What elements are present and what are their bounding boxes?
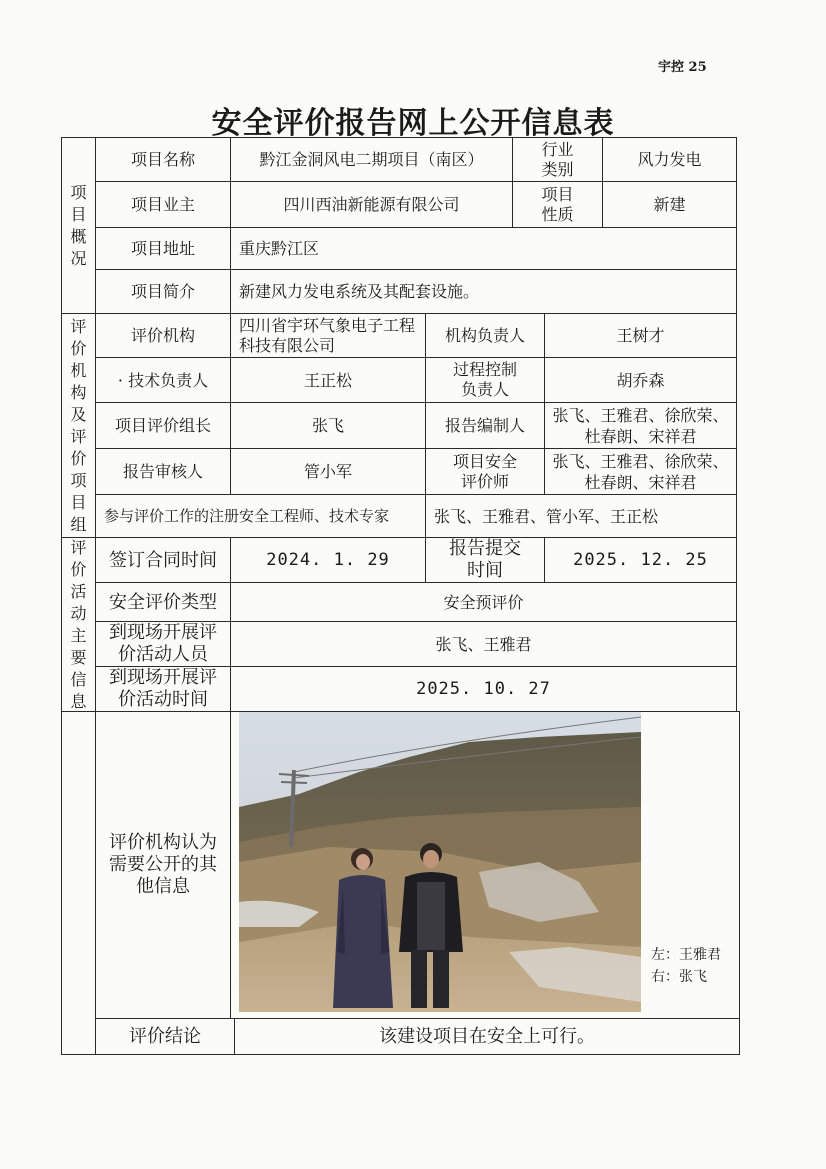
engineers-value: 张飞、王雅君、管小军、王正松 [425,494,737,538]
section-char: 评 [70,316,87,336]
page-code: 宇控 25 [658,60,707,75]
tech-head-value: 王正松 [230,357,426,403]
report-writer-value: 张飞、王雅君、徐欣荣、杜春朗、宋祥君 [544,402,737,449]
project-name-value: 黔江金洞风电二期项目（南区） [230,137,513,182]
section-char: 构 [70,382,87,402]
eval-type-value: 安全预评价 [230,582,737,622]
project-address-value: 重庆黔江区 [230,227,737,270]
other-info-cell [230,711,740,1019]
tech-head-label: · 技术负责人 [95,357,231,403]
report-reviewer-label: 报告审核人 [95,448,231,495]
contract-time-value: 2024. 1. 29 [230,537,426,583]
section-char: 评 [70,426,87,446]
section-char: 机 [70,360,87,380]
process-control-value: 胡乔森 [544,357,737,403]
section-char: 主 [70,625,87,645]
section-activity [61,537,96,712]
project-address-label: 项目地址 [95,227,231,270]
section-char: 目 [70,204,87,224]
section-char: 动 [70,603,87,623]
section-char: 信 [70,669,87,689]
section-char: 要 [70,647,87,667]
report-submit-value: 2025. 12. 25 [544,537,737,583]
project-owner-label: 项目业主 [95,181,231,228]
section-char: 价 [70,448,87,468]
section-org-group [61,313,96,538]
document-title: 安全评价报告网上公开信息表 [211,106,615,141]
section-char: 概 [70,226,87,246]
project-name-label: 项目名称 [95,137,231,182]
industry-label: 行业类别 [512,137,603,182]
safety-assessor-label: 项目安全评价师 [425,448,545,495]
section-char: 价 [70,559,87,579]
eval-type-label: 安全评价类型 [95,582,231,622]
safety-assessor-value: 张飞、王雅君、徐欣荣、杜春朗、宋祥君 [544,448,737,495]
team-leader-value: 张飞 [230,402,426,449]
org-head-value: 王树才 [544,313,737,358]
section-char: 及 [70,404,87,424]
report-writer-label: 报告编制人 [425,402,545,449]
photo-caption-right: 右：张飞 [651,969,707,985]
project-intro-value: 新建风力发电系统及其配套设施。 [230,269,737,314]
team-leader-label: 项目评价组长 [95,402,231,449]
org-head-label: 机构负责人 [425,313,545,358]
project-nature-label: 项目性质 [512,181,603,228]
project-intro-label: 项目简介 [95,269,231,314]
photo-caption-left: 左：王雅君 [651,947,721,963]
section-char: 组 [70,514,87,534]
process-control-label: 过程控制负责人 [425,357,545,403]
onsite-staff-value: 张飞、王雅君 [230,621,737,667]
conclusion-value: 该建设项目在安全上可行。 [234,1018,740,1055]
engineers-label: 参与评价工作的注册安全工程师、技术专家 [95,494,426,538]
eval-org-label: 评价机构 [95,313,231,358]
section-char: 况 [70,248,87,268]
section-char: 息 [70,691,87,711]
onsite-time-value: 2025. 10. 27 [230,666,737,712]
report-submit-label: 报告提交时间 [425,537,545,583]
report-reviewer-value: 管小军 [230,448,426,495]
section-char: 目 [70,492,87,512]
section-char: 活 [70,581,87,601]
section-other-blank [61,711,96,1055]
section-char: 价 [70,338,87,358]
section-overview [61,137,96,314]
other-info-label: 评价机构认为需要公开的其他信息 [95,711,231,1019]
industry-value: 风力发电 [602,137,737,182]
section-char: 项 [70,470,87,490]
eval-org-value: 四川省宇环气象电子工程科技有限公司 [230,313,426,358]
onsite-staff-label: 到现场开展评价活动人员 [95,621,231,667]
project-owner-value: 四川西油新能源有限公司 [230,181,513,228]
section-char: 评 [70,537,87,557]
site-photo [239,712,641,1012]
project-nature-value: 新建 [602,181,737,228]
onsite-time-label: 到现场开展评价活动时间 [95,666,231,712]
contract-time-label: 签订合同时间 [95,537,231,583]
conclusion-label: 评价结论 [95,1018,235,1055]
section-char: 项 [70,182,87,202]
